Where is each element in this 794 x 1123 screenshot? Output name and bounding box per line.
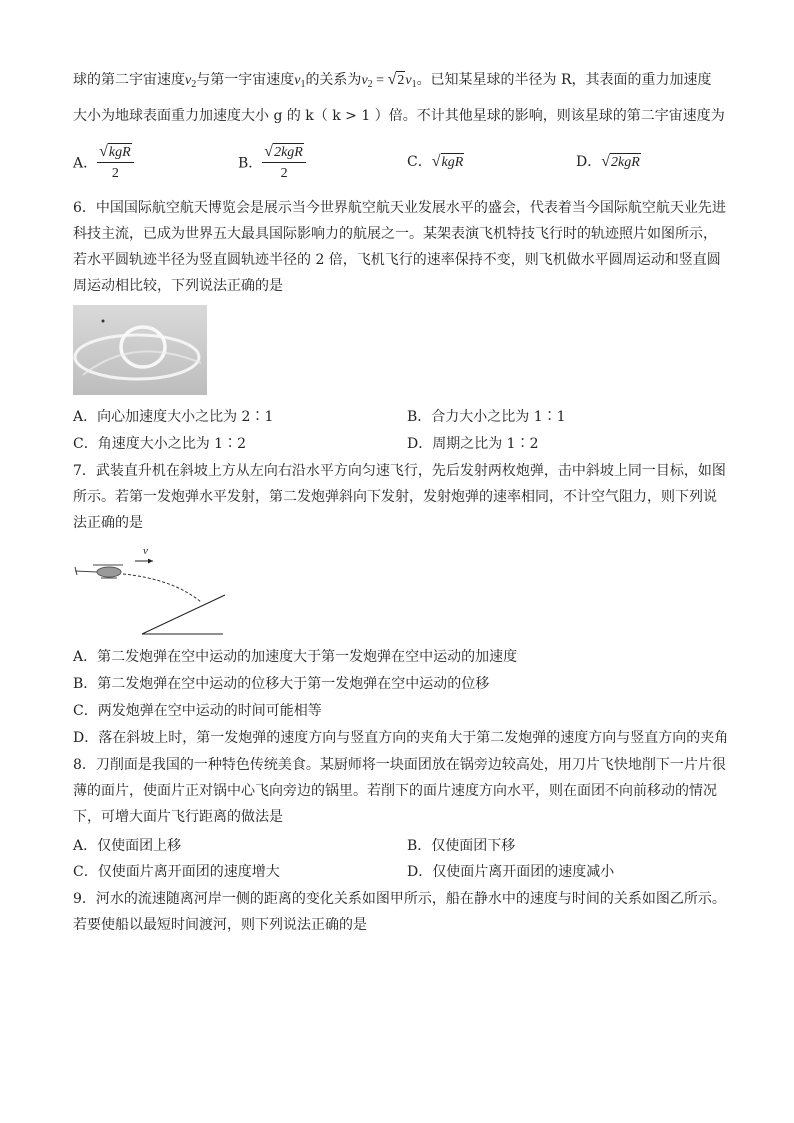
helicopter-slope-figure (73, 545, 233, 637)
q5-text-a: 球的第二宇宙速度 (73, 72, 185, 88)
q5-line-2: 大小为地球表面重力加速度大小 g 的 k（ k > 1 ）倍。不计其他星球的影响，则该星球的第二宇宙速度为 (73, 108, 725, 124)
helicopter-icon (75, 565, 123, 578)
velocity-label: v (143, 545, 148, 557)
q7-option-d: D．落在斜坡上时，第一发炮弹的速度方向与竖直方向的夹角大于第二发炮弹的速度方向与竖直方向的夹角 (73, 730, 729, 746)
q8-option-d: D．仅使面片离开面团的速度减小 (407, 864, 615, 880)
slope-line (142, 595, 225, 634)
q5-option-c: C． √ kgR (407, 153, 464, 170)
q6-line-2: 科技主流，已成为世界五大最具国际影响力的航展之一。某架表演飞机特技飞行时的轨迹照片如图所示， (73, 226, 717, 242)
q5-option-d: D． √ 2kgR (576, 153, 640, 170)
q6-option-b: B．合力大小之比为 1∶1 (407, 409, 566, 425)
q6-line-4: 周运动相比较，下列说法正确的是 (73, 278, 283, 294)
q7-option-b: B．第二发炮弹在空中运动的位移大于第一发炮弹在空中运动的位移 (73, 676, 490, 692)
q7-line-2: 所示。若第一发炮弹水平发射，第二发炮弹斜向下发射，发射炮弹的速率相同，不计空气阻力，则下列说 (73, 489, 717, 505)
relation-equation: $v_2$ = √ 2 $v_1$ (361, 71, 417, 90)
q6-line-3: 若水平圆轨迹半径为竖直圆轨迹半径的 2 倍，飞机飞行的速率保持不变，则飞机做水平圆周运动和竖直圆 (73, 252, 721, 268)
q6-option-a: A．向心加速度大小之比为 2∶1 (73, 409, 274, 425)
airshow-trail-photo (73, 305, 207, 395)
q6-option-d: D．周期之比为 1∶2 (407, 436, 539, 452)
q8-line-1: 8．刀削面是我国的一种特色传统美食。某厨师将一块面团放在锅旁边较高处，用刀片飞快地削下一片片很 (73, 757, 726, 773)
q8-option-a: A．仅使面团上移 (73, 838, 182, 854)
q5-line-1 (73, 70, 712, 95)
arrow-right-icon (148, 559, 153, 564)
trajectory-path (123, 574, 201, 602)
q5-option-a: A． √ kgR 2 (73, 143, 134, 184)
q8-line-3: 下，可增大面片飞行距离的做法是 (73, 809, 283, 825)
v1-symbol: $v_1$ (294, 73, 306, 90)
q9-line-2: 若要使船以最短时间渡河，则下列说法正确的是 (73, 917, 367, 933)
q5-option-b: B． √ 2kgR 2 (238, 143, 306, 184)
q7-option-c: C．两发炮弹在空中运动的时间可能相等 (73, 703, 322, 719)
q5-text-c: 的关系为 (305, 72, 362, 88)
q8-option-b: B．仅使面团下移 (407, 838, 516, 854)
q6-line-1: 6．中国国际航空航天博览会是展示当今世界航空航天业发展水平的盛会，代表着当今国际航空航天业先进 (73, 200, 726, 216)
q9-line-1: 9．河水的流速随离河岸一侧的距离的变化关系如图甲所示，船在静水中的速度与时间的关系如图乙所示。 (73, 891, 726, 907)
q7-line-1: 7．武装直升机在斜坡上方从左向右沿水平方向匀速飞行，先后发射两枚炮弹，击中斜坡上同一目标，如图 (73, 463, 726, 479)
q7-option-a: A．第二发炮弹在空中运动的加速度大于第一发炮弹在空中运动的加速度 (73, 649, 518, 665)
q7-line-3: 法正确的是 (73, 515, 143, 531)
q5-text-b: 与第一宇宙速度 (196, 72, 295, 88)
q8-option-c: C．仅使面片离开面团的速度增大 (73, 864, 280, 880)
v2-symbol: $v_2$ (185, 73, 197, 90)
q8-line-2: 薄的面片，使面片正对锅中心飞向旁边的锅里。若削下的面片速度方向水平，则在面团不向前移动的情况 (73, 783, 717, 799)
q5-text-d: 。已知某星球的半径为 R，其表面的重力加速度 (416, 72, 712, 88)
q6-option-c: C．角速度大小之比为 1∶2 (73, 436, 246, 452)
